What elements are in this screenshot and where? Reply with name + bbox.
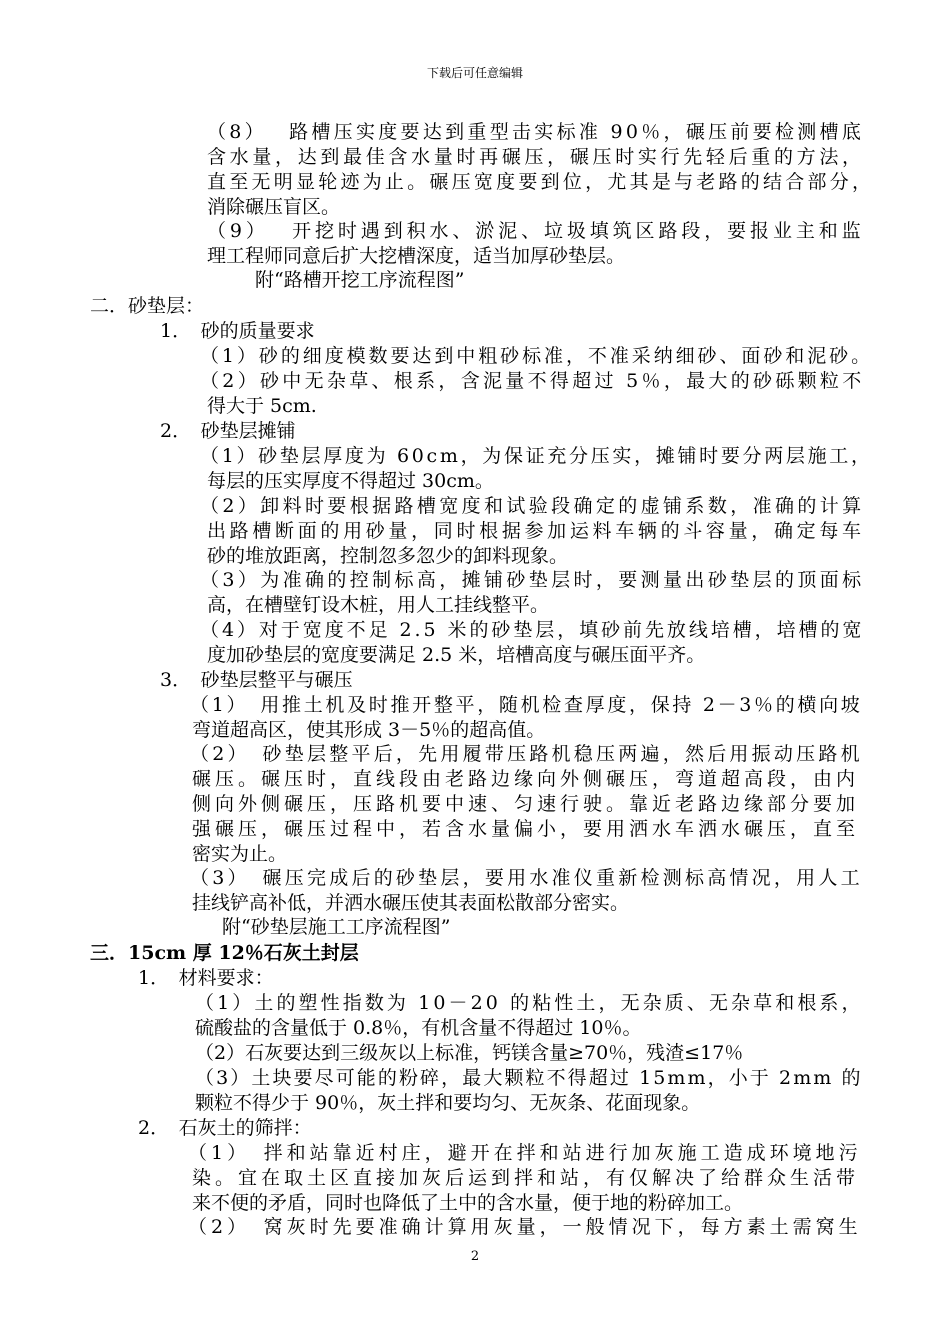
subsection-heading: 1． 材料要求：	[138, 967, 274, 989]
subsection-heading: 2． 砂垫层摊铺	[160, 420, 296, 442]
paragraph-line: 消除碾压盲区。	[207, 196, 341, 218]
paragraph-line: （4）对于宽度不足 2.5 米的砂垫层，填砂前先放线培槽，培槽的宽	[200, 619, 865, 641]
flowchart-reference: 附“砂垫层施工工序流程图”	[222, 916, 451, 938]
paragraph-line: （9） 开挖时遇到积水、淤泥、垃圾填筑区路段，要报业主和监	[207, 220, 865, 242]
flowchart-reference: 附“路槽开挖工序流程图”	[255, 269, 465, 291]
paragraph-line: （1） 用推土机及时推开整平，随机检查厚度，保持 2－3％的横向坡	[190, 694, 863, 716]
paragraph-line: （2）卸料时要根据路槽宽度和试验段确定的虚铺系数，准确的计算	[200, 495, 865, 517]
paragraph-line: （1）土的塑性指数为 10－20 的粘性土，无杂质、无杂草和根系，	[195, 992, 864, 1014]
paragraph-line: （1）砂的细度模数要达到中粗砂标准，不准采纳细砂、面砂和泥砂。	[200, 345, 874, 367]
paragraph-line: 密实为止。	[192, 843, 288, 865]
paragraph-line: 直至无明显轮迹为止。碾压宽度要到位，尤其是与老路的结合部分，	[207, 171, 875, 193]
paragraph-line: （2）石灰要达到三级灰以上标准，钙镁含量≥70％，残渣≤17％	[195, 1042, 744, 1064]
paragraph-line: 挂线铲高补低，并洒水碾压使其表面松散部分密实。	[192, 892, 630, 914]
paragraph-line: 侧向外侧碾压，压路机要中速、匀速行驶。靠近老路边缘部分要加	[192, 793, 860, 815]
paragraph-line: 颗粒不得少于 90％，灰土拌和要均匀、无灰条、花面现象。	[195, 1092, 701, 1114]
paragraph-line: 碾压。碾压时，直线段由老路边缘向外侧碾压，弯道超高段，由内	[192, 768, 860, 790]
paragraph-line: 强碾压，碾压过程中，若含水量偏小，要用洒水车洒水碾压，直至	[192, 818, 860, 840]
paragraph-line: 弯道超高区，使其形成 3－5％的超高值。	[192, 719, 546, 741]
paragraph-line: 得大于 5cm.	[207, 395, 317, 417]
subsection-heading: 3． 砂垫层整平与碾压	[160, 669, 353, 691]
paragraph-line: （8） 路槽压实度要达到重型击实标准 90％，碾压前要检测槽底	[207, 121, 865, 143]
paragraph-line: 来不便的矛盾，同时也降低了土中的含水量，便于地的粉碎加工。	[192, 1192, 744, 1214]
paragraph-line: 硫酸盐的含量低于 0.8％，有机含量不得超过 10％。	[195, 1017, 642, 1039]
page-number: 2	[470, 1249, 480, 1264]
paragraph-line: 染。宜在取土区直接加灰后运到拌和站，有仅解决了给群众生活带	[192, 1167, 860, 1189]
paragraph-line: （2） 窝灰时先要准确计算用灰量，一般情况下，每方素土需窝生	[188, 1216, 862, 1238]
paragraph-line: 每层的压实厚度不得超过 30cm。	[207, 470, 494, 492]
paragraph-line: 高，在槽壁钉设木桩，用人工挂线整平。	[207, 594, 550, 616]
paragraph-line: 理工程师同意后扩大挖槽深度，适当加厚砂垫层。	[207, 245, 626, 267]
section-heading-2: 二．砂垫层：	[90, 295, 205, 317]
paragraph-line: 砂的堆放距离，控制忽多忽少的卸料现象。	[207, 545, 569, 567]
paragraph-line: 度加砂垫层的宽度要满足 2.5 米，培槽高度与碾压面平齐。	[207, 644, 706, 666]
paragraph-line: （2） 砂垫层整平后，先用履带压路机稳压两遍，然后用振动压路机	[190, 743, 863, 765]
paragraph-line: （3） 碾压完成后的砂垫层，要用水准仪重新检测标高情况，用人工	[190, 867, 863, 889]
page-header: 下载后可任意编辑	[426, 66, 523, 80]
paragraph-line: （1）砂垫层厚度为 60cm，为保证充分压实，摊铺时要分两层施工，	[200, 445, 873, 467]
paragraph-line: 出路槽断面的用砂量，同时根据参加运料车辆的斗容量，确定每车	[207, 520, 865, 542]
paragraph-line: 含水量，达到最佳含水量时再碾压，碾压时实行先轻后重的方法，	[207, 146, 865, 168]
paragraph-line: （3）土块要尽可能的粉碎，最大颗粒不得超过 15mm，小于 2mm 的	[195, 1067, 863, 1089]
subsection-heading: 1． 砂的质量要求	[160, 320, 315, 342]
paragraph-line: （2）砂中无杂草、根系，含泥量不得超过 5％，最大的砂砾颗粒不	[200, 370, 865, 392]
paragraph-line: （1） 拌和站靠近村庄，避开在拌和站进行加灰施工造成环境地污	[188, 1142, 862, 1164]
paragraph-line: （3）为准确的控制标高，摊铺砂垫层时，要测量出砂垫层的顶面标	[200, 569, 865, 591]
subsection-heading: 2． 石灰土的筛拌：	[138, 1117, 312, 1139]
section-heading-3: 三．15cm 厚 12％石灰土封层	[90, 942, 359, 964]
